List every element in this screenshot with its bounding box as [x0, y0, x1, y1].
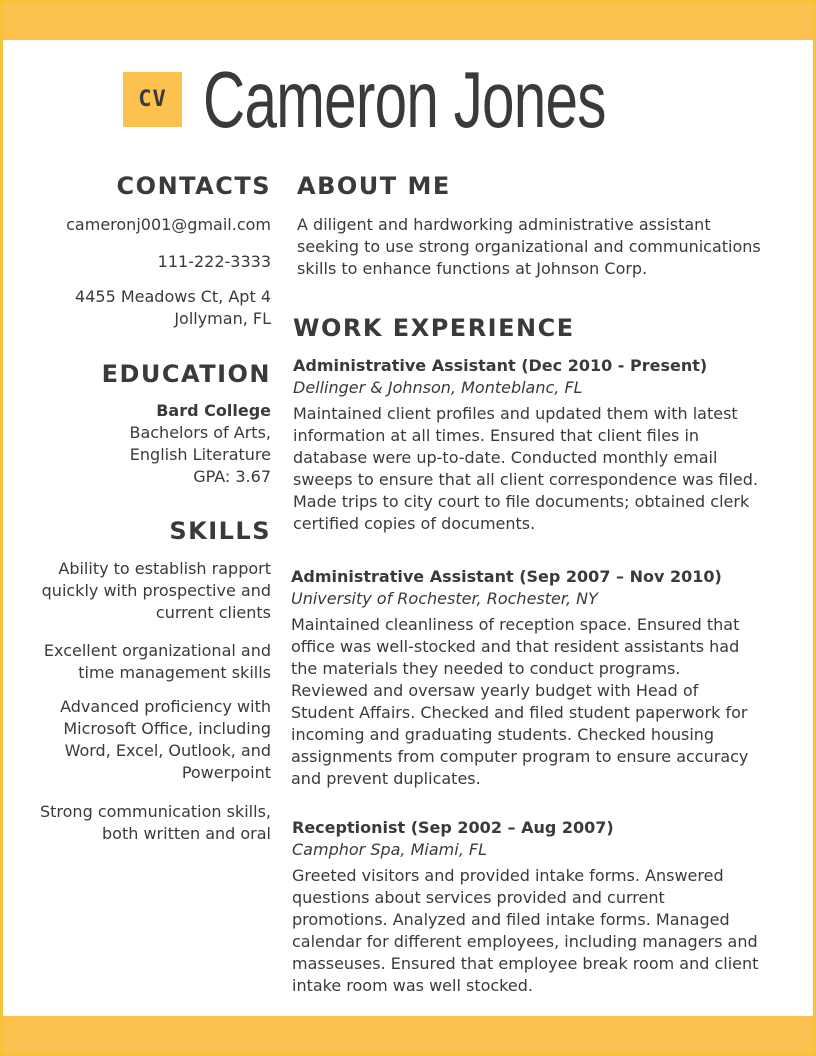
skill-item: Advanced proficiency with Microsoft Office, including Word, Excel, Outlook, and Powerpoint	[60, 697, 271, 782]
education-section	[102, 360, 271, 388]
education-heading: EDUCATION	[101, 360, 271, 388]
education-school: Bard College	[156, 401, 271, 420]
job-description: Greeted visitors and provided intake forms. Answered questions about services provided and current promotions. Analyzed and filed intake forms. Managed calendar for different employees, including managers and masseuses. Ensured that employee break room and client intake room was well stocked.	[292, 866, 759, 995]
skills-section	[169, 517, 271, 545]
education-gpa: GPA: 3.67	[193, 467, 271, 486]
skill-item: Strong communication skills, both written and oral	[39, 802, 271, 843]
work-section	[293, 314, 773, 342]
about-text: A diligent and hardworking administrative assistant seeking to use strong organizational and communications skills to enhance functions at Johnson Corp.	[297, 215, 761, 278]
contacts-heading: CONTACTS	[116, 172, 271, 200]
job-description: Maintained client profiles and updated them with latest information at all times. Ensured that client files in database were up-to-date. Conducted monthly email sweeps to ensure that all client correspondence was filed. Made trips to city court to file documents; obtained clerk certified copies of documents.	[293, 404, 759, 533]
skill-item: Excellent organizational and time management skills	[43, 641, 271, 682]
contacts-section	[117, 172, 271, 200]
job-title: Administrative Assistant (Sep 2007 – Nov 2010)	[291, 567, 722, 586]
education-degree-1: Bachelors of Arts,	[129, 423, 271, 442]
cv-badge: CV	[123, 72, 182, 127]
education-degree-2: English Literature	[129, 445, 271, 464]
contact-phone: 111-222-3333	[157, 252, 271, 271]
contact-address	[75, 286, 271, 330]
job-entry	[293, 355, 768, 535]
about-heading: ABOUT ME	[297, 172, 451, 200]
address-line-2: Jollyman, FL	[174, 309, 271, 328]
job-title: Receptionist (Sep 2002 – Aug 2007)	[292, 818, 614, 837]
job-description: Maintained cleanliness of reception space. Ensured that office was well-stocked and that resident assistants had the materials they needed to conduct programs. Reviewed and oversaw yearly budget with Head of Student Affairs. Checked and filed student paperwork for incoming and graduating students. Checked housing assignments from computer program to ensure accuracy and prevent duplicates.	[291, 615, 749, 788]
job-entry	[292, 817, 764, 997]
candidate-name: Cameron Jones	[203, 55, 606, 144]
skill-item: Ability to establish rapport quickly with prospective and current clients	[41, 559, 271, 622]
about-section	[297, 172, 777, 200]
address-line-1: 4455 Meadows Ct, Apt 4	[75, 287, 271, 306]
job-company: University of Rochester, Rochester, NY	[291, 589, 598, 608]
job-entry	[291, 566, 761, 790]
skills-heading: SKILLS	[169, 517, 271, 545]
job-title: Administrative Assistant (Dec 2010 - Present)	[293, 356, 708, 375]
job-company: Camphor Spa, Miami, FL	[292, 840, 487, 859]
education-details	[129, 400, 271, 488]
work-heading: WORK EXPERIENCE	[293, 314, 575, 342]
job-company: Dellinger & Johnson, Monteblanc, FL	[293, 378, 583, 397]
contact-email: cameronj001@gmail.com	[66, 215, 271, 234]
